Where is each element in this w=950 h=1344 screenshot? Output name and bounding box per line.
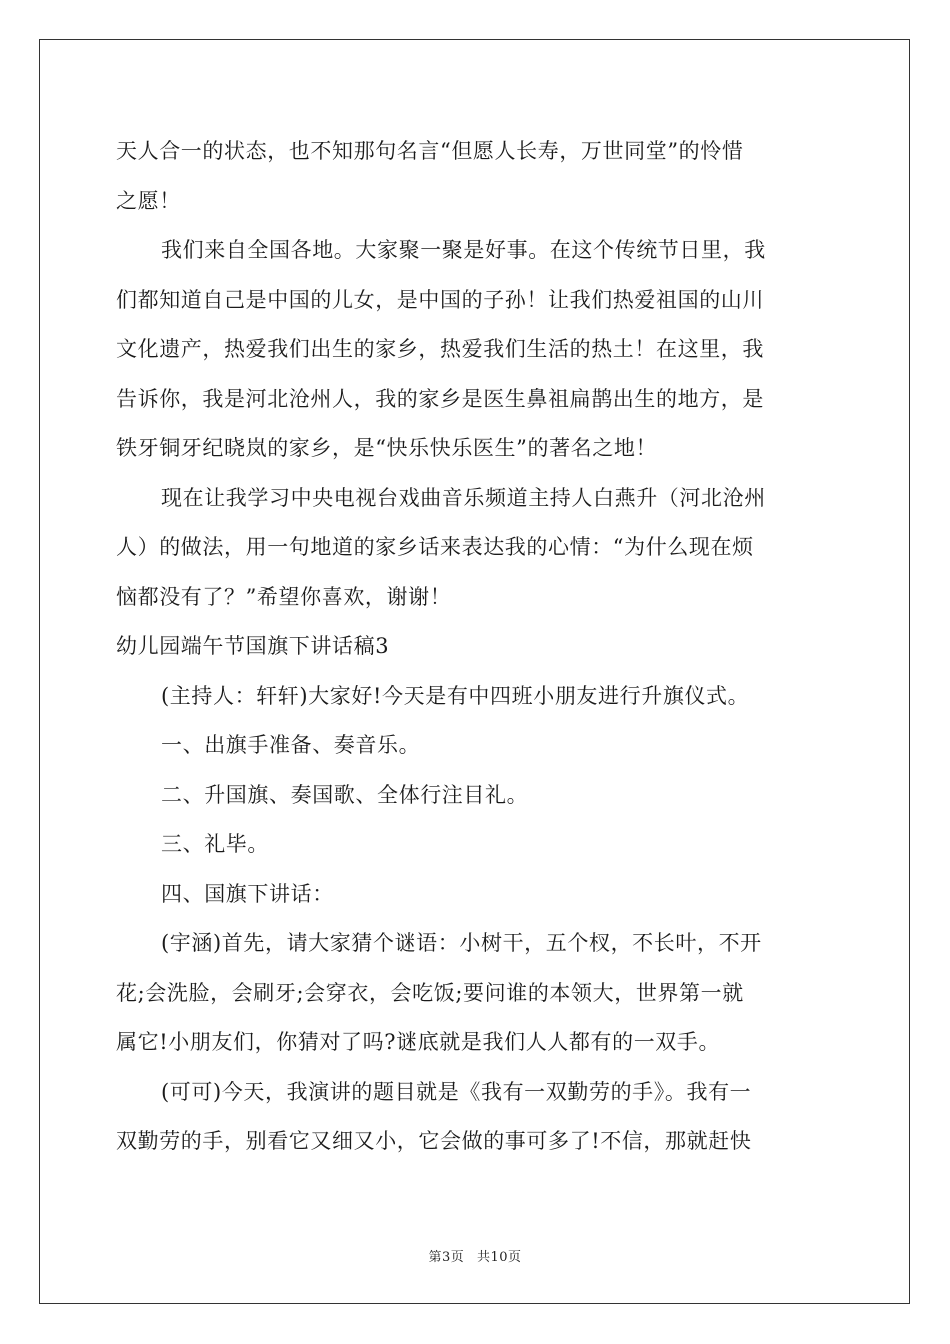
text-line: 们都知道自己是中国的儿女，是中国的子孙！让我们热爱祖国的山川	[116, 287, 764, 312]
page-total: 共10页	[476, 1250, 522, 1265]
text-line: 花;会洗脸，会刷牙;会穿衣，会吃饭;要问谁的本领大，世界第一就	[116, 980, 744, 1005]
text-line: 属它!小朋友们，你猜对了吗?谜底就是我们人人都有的一双手。	[116, 1030, 721, 1054]
list-item: 四、国旗下讲话：	[161, 881, 334, 906]
text-line: 告诉你，我是河北沧州人，我的家乡是医生鼻祖扁鹊出生的地方，是	[116, 386, 764, 411]
list-item: 二、升国旗、奏国歌、全体行注目礼。	[161, 782, 529, 807]
text-line: 天人合一的状态，也不知那句名言“但愿人长寿，万世同堂”的怜惜	[116, 139, 744, 163]
document-body	[116, 127, 836, 1167]
text-line: 铁牙铜牙纪晓岚的家乡，是“快乐快乐医生”的著名之地！	[116, 436, 658, 460]
paragraph-start: (主持人：轩轩)大家好!今天是有中四班小朋友进行升旗仪式。	[161, 683, 750, 708]
paragraph-start: 我们来自全国各地。大家聚一聚是好事。在这个传统节日里，我	[161, 238, 766, 262]
text-line: 人）的做法，用一句地道的家乡话来表达我的心情：“为什么现在烦	[116, 535, 754, 559]
text-line: 恼都没有了？”希望你喜欢，谢谢！	[116, 584, 452, 609]
page-footer	[0, 1246, 950, 1265]
list-item: 三、礼毕。	[161, 832, 269, 856]
page-number: 第3页	[428, 1250, 465, 1265]
text-line: 文化遗产，热爱我们出生的家乡，热爱我们生活的热土！在这里，我	[116, 337, 764, 361]
paragraph-start: (宇涵)首先，请大家猜个谜语：小树干，五个杈，不长叶，不开	[161, 931, 762, 955]
text-line: 之愿！	[116, 188, 181, 213]
paragraph-start: 现在让我学习中央电视台戏曲音乐频道主持人白燕升（河北沧州	[161, 485, 766, 510]
list-item: 一、出旗手准备、奏音乐。	[161, 733, 421, 757]
paragraph-start: (可可)今天，我演讲的题目就是《我有一双勤劳的手》。我有一	[161, 1079, 752, 1104]
section-heading: 幼儿园端午节国旗下讲话稿3	[116, 634, 390, 658]
text-line: 双勤劳的手，别看它又细又小，它会做的事可多了!不信，那就赶快	[116, 1129, 752, 1153]
